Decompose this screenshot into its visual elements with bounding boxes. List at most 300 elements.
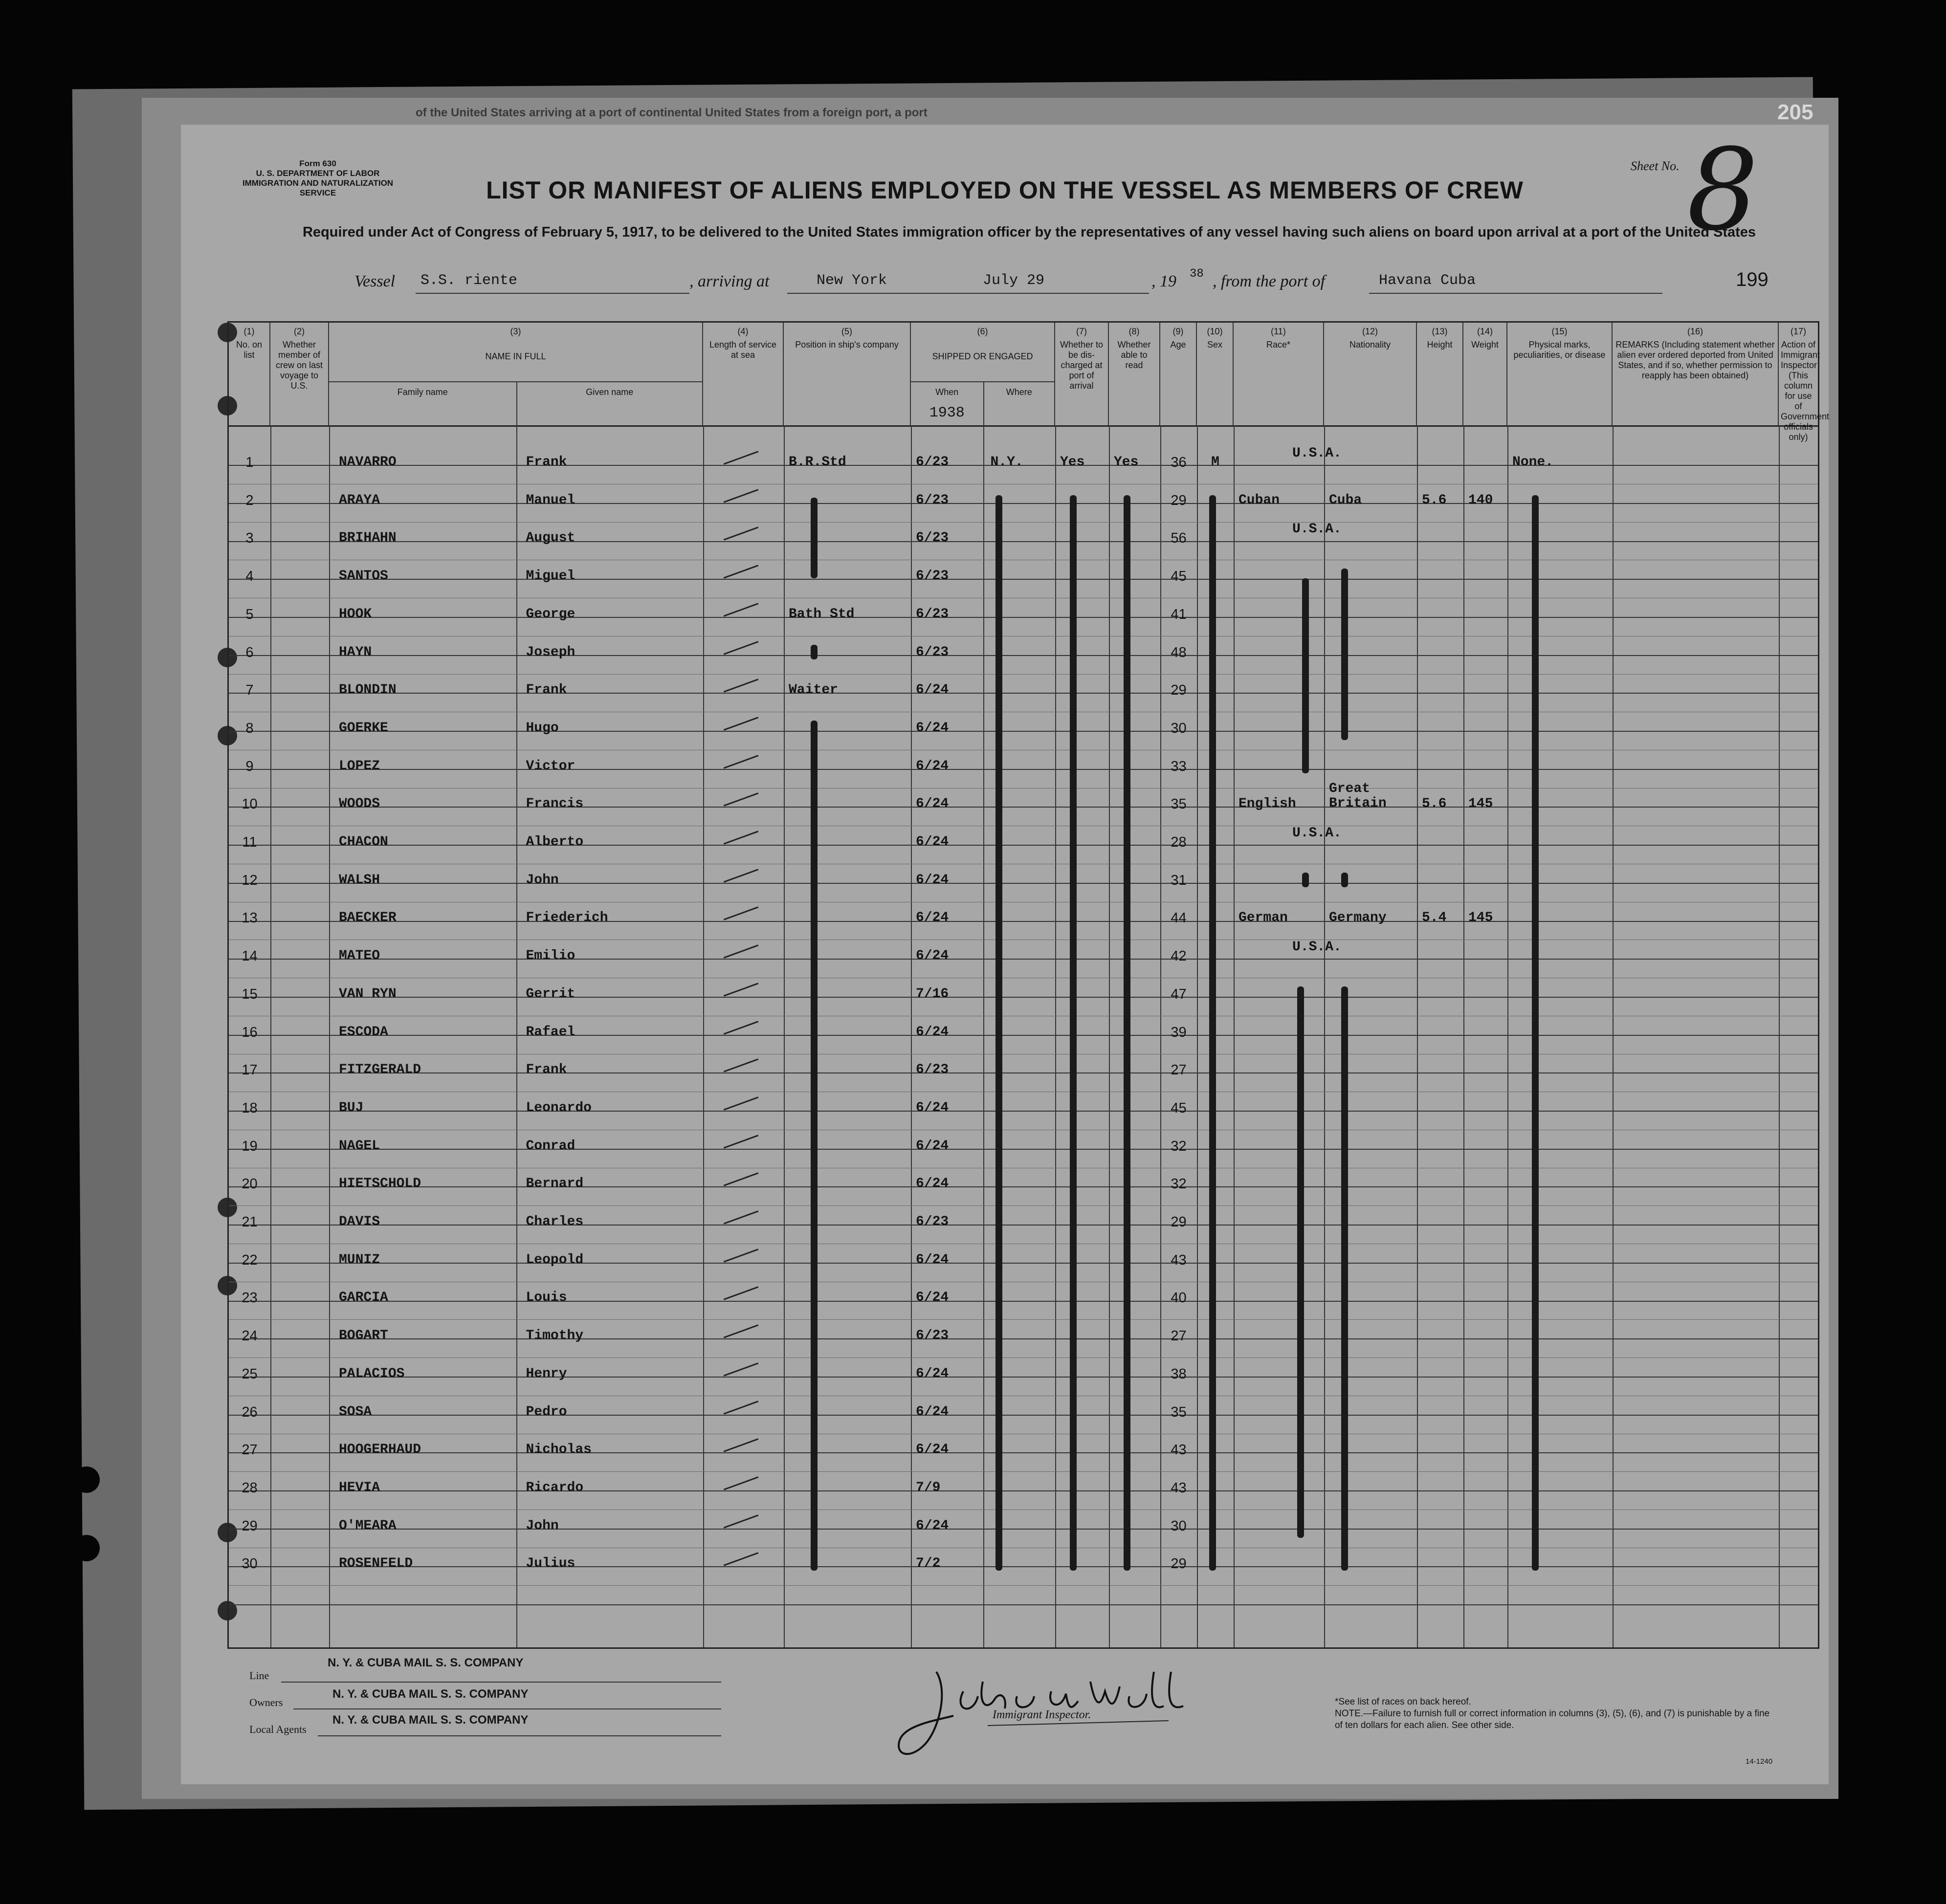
cell-when: 6/24 bbox=[916, 910, 949, 926]
cell-given: Emilio bbox=[526, 948, 575, 964]
cell-no: 26 bbox=[242, 1404, 258, 1420]
service-tick-mark bbox=[724, 793, 759, 807]
punch-hole bbox=[42, 606, 68, 633]
cell-family: NAVARRO bbox=[339, 455, 397, 470]
manifest-footer bbox=[181, 1647, 1829, 1784]
cell-family: BAECKER bbox=[339, 910, 397, 926]
punch-hole bbox=[42, 435, 68, 461]
column-number: (3) bbox=[510, 327, 521, 336]
ditto-mark bbox=[1297, 986, 1304, 1538]
manifest-page bbox=[181, 100, 1830, 1784]
cell-family: ROSENFELD bbox=[339, 1556, 413, 1572]
inspector-label: Immigrant Inspector. bbox=[993, 1708, 1091, 1721]
service-tick-mark bbox=[724, 907, 759, 920]
cell-age: 43 bbox=[1171, 1442, 1187, 1458]
cell-family: VAN RYN bbox=[339, 986, 397, 1002]
cell-age: 32 bbox=[1171, 1176, 1187, 1192]
cell-weight: 145 bbox=[1468, 796, 1493, 812]
ditto-mark bbox=[1341, 986, 1348, 1571]
cell-when: 7/2 bbox=[916, 1556, 941, 1572]
cell-when: 6/24 bbox=[916, 720, 949, 736]
cell-age: 56 bbox=[1171, 530, 1187, 547]
cell-age: 42 bbox=[1171, 948, 1187, 964]
cell-family: WOODS bbox=[339, 796, 380, 812]
cell-given: Charles bbox=[526, 1214, 584, 1229]
column-number: (17) bbox=[1790, 327, 1806, 336]
cell-family: HOOK bbox=[339, 606, 372, 622]
service-tick-mark bbox=[724, 1553, 759, 1566]
cell-nationality: U.S.A. bbox=[1292, 826, 1342, 841]
cell-family: MUNIZ bbox=[339, 1252, 380, 1268]
cell-no: 2 bbox=[245, 492, 254, 508]
cell-nationality: U.S.A. bbox=[1292, 446, 1342, 461]
cell-family: DAVIS bbox=[339, 1214, 380, 1229]
cell-nationality: U.S.A. bbox=[1292, 940, 1342, 955]
cell-no: 30 bbox=[242, 1556, 258, 1572]
column-header-17 bbox=[1779, 323, 1830, 442]
subhead-family-name: Family name bbox=[397, 387, 448, 397]
punch-hole bbox=[42, 362, 68, 388]
note-penalty: NOTE.—Failure to furnish full or correct information in columns (3), (5), (6), and (7) is punishable by a fine of ten dollars for each alien. See other side. bbox=[1335, 1708, 1770, 1730]
form-code: 14-1240 bbox=[1746, 1757, 1773, 1766]
service-tick-mark bbox=[724, 603, 759, 616]
column-title: Whether member of crew on last voyage to U.S. bbox=[275, 340, 323, 391]
cell-race: Cuban bbox=[1238, 492, 1280, 508]
cell-when: 6/23 bbox=[916, 569, 949, 584]
cell-no: 22 bbox=[242, 1252, 258, 1268]
cell-nationality: Great Britain bbox=[1329, 781, 1387, 811]
column-header-11 bbox=[1234, 323, 1324, 425]
cell-age: 45 bbox=[1171, 1100, 1187, 1116]
cell-no: 27 bbox=[242, 1442, 258, 1458]
punch-hole bbox=[73, 1466, 100, 1493]
cell-when: 6/24 bbox=[916, 872, 949, 888]
service-tick-mark bbox=[724, 1135, 759, 1148]
cell-position: Waiter bbox=[789, 682, 838, 698]
cell-given: Pedro bbox=[526, 1404, 567, 1420]
column-header-1 bbox=[229, 323, 270, 425]
cell-when: 6/24 bbox=[916, 1100, 949, 1116]
cell-age: 48 bbox=[1171, 644, 1187, 660]
cell-given: Victor bbox=[526, 758, 575, 774]
cell-given: Gerrit bbox=[526, 986, 575, 1002]
ditto-mark bbox=[1070, 495, 1077, 1571]
cell-when: 7/9 bbox=[916, 1480, 941, 1495]
column-header-2 bbox=[270, 323, 329, 425]
column-title: Position in ship's company bbox=[795, 340, 899, 350]
cell-weight: 145 bbox=[1468, 910, 1493, 926]
column-number: (1) bbox=[243, 327, 255, 336]
service-tick-mark bbox=[724, 678, 759, 692]
column-number: (14) bbox=[1477, 327, 1493, 336]
column-number: (16) bbox=[1687, 327, 1703, 336]
column-title: REMARKS (Including statement whether alien ever ordered deported from United States, and if so, whether permission to reapply has been obtained) bbox=[1615, 340, 1775, 380]
cell-when: 6/23 bbox=[916, 1214, 949, 1229]
ditto-mark bbox=[1302, 578, 1309, 773]
cell-no: 28 bbox=[242, 1480, 258, 1496]
page-title: LIST OR MANIFEST OF ALIENS EMPLOYED ON THE VESSEL AS MEMBERS OF CREW bbox=[486, 176, 1524, 204]
cell-given: Frank bbox=[526, 682, 567, 698]
column-title: Height bbox=[1427, 340, 1453, 350]
line-label: Line bbox=[249, 1669, 269, 1682]
cell-family: GOERKE bbox=[339, 720, 388, 736]
cell-age: 35 bbox=[1171, 1404, 1187, 1420]
service-tick-mark bbox=[724, 831, 759, 844]
cell-family: SANTOS bbox=[339, 569, 388, 584]
cell-family: GARCIA bbox=[339, 1290, 388, 1306]
column-title: Action of Immigrant Inspector (This column for use of Government officials only) bbox=[1781, 340, 1830, 442]
owners-value: N. Y. & CUBA MAIL S. S. COMPANY bbox=[332, 1687, 529, 1701]
column-header-16 bbox=[1613, 323, 1779, 425]
cell-family: PALACIOS bbox=[339, 1366, 405, 1381]
cell-when: 6/24 bbox=[916, 682, 949, 698]
vessel-line bbox=[181, 267, 1829, 301]
column-header-10 bbox=[1197, 323, 1234, 425]
column-number: (6) bbox=[977, 327, 988, 336]
cell-age: 32 bbox=[1171, 1138, 1187, 1154]
year-label: , 19 bbox=[1151, 272, 1176, 290]
column-number: (12) bbox=[1362, 327, 1378, 336]
cell-family: HEVIA bbox=[339, 1480, 380, 1495]
sheet-label: Sheet No. bbox=[1631, 159, 1680, 173]
cell-when: 6/23 bbox=[916, 1328, 949, 1344]
cell-age: 47 bbox=[1171, 986, 1187, 1002]
cell-age: 43 bbox=[1171, 1480, 1187, 1496]
cell-given: Bernard bbox=[526, 1176, 584, 1192]
cell-no: 19 bbox=[242, 1138, 258, 1154]
cell-when: 6/24 bbox=[916, 834, 949, 850]
service-tick-mark bbox=[724, 983, 759, 996]
ditto-mark bbox=[1532, 495, 1539, 1571]
service-tick-mark bbox=[724, 1096, 759, 1110]
ditto-mark bbox=[1209, 495, 1216, 1571]
cell-age: 27 bbox=[1171, 1328, 1187, 1344]
column-title: Length of service at sea bbox=[709, 340, 777, 360]
service-tick-mark bbox=[724, 1173, 759, 1186]
cell-no: 18 bbox=[242, 1100, 258, 1116]
punch-hole bbox=[42, 748, 68, 774]
cell-family: ARAYA bbox=[339, 492, 380, 508]
cell-family: BRIHAHN bbox=[339, 530, 397, 546]
note-races: *See list of races on back hereof. bbox=[1335, 1697, 1471, 1707]
subhead-where: Where bbox=[1006, 387, 1032, 397]
cell-when: 6/24 bbox=[916, 1252, 949, 1268]
punch-hole bbox=[73, 1535, 100, 1561]
service-tick-mark bbox=[724, 489, 759, 503]
cell-sex: M bbox=[1211, 455, 1219, 470]
cell-when: 6/23 bbox=[916, 530, 949, 546]
from-port: Havana Cuba bbox=[1379, 272, 1476, 289]
column-title: SHIPPED OR ENGAGED bbox=[932, 351, 1033, 361]
ditto-mark bbox=[811, 645, 818, 659]
cell-given: Hugo bbox=[526, 720, 559, 736]
cell-given: Conrad bbox=[526, 1138, 575, 1154]
cell-family: HOOGERHAUD bbox=[339, 1442, 421, 1458]
cell-when: 6/23 bbox=[916, 1062, 949, 1078]
service-tick-mark bbox=[724, 1514, 759, 1528]
cell-nationality: Cuba bbox=[1329, 492, 1362, 508]
cell-no: 13 bbox=[242, 910, 258, 926]
service-tick-mark bbox=[724, 565, 759, 578]
column-title: Physical marks, peculiarities, or disease bbox=[1513, 340, 1606, 360]
column-title: Weight bbox=[1471, 340, 1499, 350]
cell-when: 6/24 bbox=[916, 1138, 949, 1154]
cell-given: Leopold bbox=[526, 1252, 584, 1268]
cell-no: 1 bbox=[245, 455, 254, 470]
column-number: (2) bbox=[294, 327, 305, 336]
cell-when: 6/24 bbox=[916, 1024, 949, 1040]
ditto-mark bbox=[995, 495, 1002, 1571]
punch-hole bbox=[42, 284, 68, 310]
service-tick-mark bbox=[724, 1021, 759, 1034]
service-tick-mark bbox=[724, 1210, 759, 1224]
cell-when: 6/24 bbox=[916, 1290, 949, 1306]
column-number: (15) bbox=[1551, 327, 1568, 336]
vessel-name: S.S. riente bbox=[420, 272, 518, 289]
cell-given: Rafael bbox=[526, 1024, 575, 1040]
cell-position: B.R.Std bbox=[789, 455, 846, 470]
service-tick-mark bbox=[724, 451, 759, 464]
cell-no: 8 bbox=[245, 720, 254, 736]
cell-discharged: Yes bbox=[1060, 455, 1085, 470]
footer-notes bbox=[1335, 1696, 1775, 1731]
cell-given: Friederich bbox=[526, 910, 608, 926]
page-number-top: 205 bbox=[1777, 100, 1813, 124]
cell-when: 6/23 bbox=[916, 606, 949, 622]
cell-when: 6/24 bbox=[916, 1404, 949, 1420]
column-header-7 bbox=[1055, 323, 1109, 425]
cell-given: Timothy bbox=[526, 1328, 584, 1344]
cell-nationality: U.S.A. bbox=[1292, 522, 1342, 537]
agents-value: N. Y. & CUBA MAIL S. S. COMPANY bbox=[332, 1713, 529, 1727]
cell-family: MATEO bbox=[339, 948, 380, 964]
cell-no: 10 bbox=[242, 796, 258, 812]
cell-given: Francis bbox=[526, 796, 584, 812]
service-tick-mark bbox=[724, 1324, 759, 1338]
cell-when: 6/23 bbox=[916, 644, 949, 660]
cell-given: Louis bbox=[526, 1290, 567, 1306]
cell-marks: None. bbox=[1512, 455, 1554, 470]
cell-family: LOPEZ bbox=[339, 758, 380, 774]
service-tick-mark bbox=[724, 1362, 759, 1376]
column-number: (5) bbox=[841, 327, 852, 336]
subhead-when-year: 1938 bbox=[929, 405, 965, 421]
cell-when: 6/24 bbox=[916, 1366, 949, 1381]
agents-label: Local Agents bbox=[249, 1723, 307, 1735]
cell-given: Henry bbox=[526, 1366, 567, 1381]
cell-when: 6/24 bbox=[916, 796, 949, 812]
cell-race: German bbox=[1238, 910, 1288, 926]
cell-no: 20 bbox=[242, 1176, 258, 1192]
service-tick-mark bbox=[724, 527, 759, 541]
service-tick-mark bbox=[724, 1401, 759, 1414]
vessel-label: Vessel bbox=[354, 272, 396, 290]
arrival-year: 38 bbox=[1190, 267, 1204, 281]
service-tick-mark bbox=[724, 641, 759, 655]
cell-age: 41 bbox=[1171, 606, 1187, 622]
cell-no: 4 bbox=[245, 569, 254, 585]
cell-nationality: Germany bbox=[1329, 910, 1387, 926]
crew-table bbox=[227, 321, 1830, 1649]
cell-family: HAYN bbox=[339, 644, 372, 660]
column-number: (4) bbox=[737, 327, 749, 336]
cell-no: 17 bbox=[242, 1062, 258, 1078]
column-header-5 bbox=[784, 323, 911, 425]
service-tick-mark bbox=[724, 1248, 759, 1262]
sheet-number: 8 bbox=[1687, 125, 1759, 256]
cell-given: John bbox=[526, 872, 559, 888]
cell-no: 6 bbox=[245, 644, 254, 660]
cell-age: 29 bbox=[1171, 492, 1187, 508]
cell-no: 16 bbox=[242, 1024, 258, 1040]
cell-when: 6/24 bbox=[916, 948, 949, 964]
cell-given: Alberto bbox=[526, 834, 584, 850]
cell-family: HIETSCHOLD bbox=[339, 1176, 421, 1192]
cell-age: 29 bbox=[1171, 1214, 1187, 1230]
overprint-text: of the United States arriving at a port of continental United States from a foreign port, a port bbox=[416, 106, 928, 119]
cell-no: 7 bbox=[245, 682, 254, 699]
column-number: (10) bbox=[1207, 327, 1223, 336]
cell-read: Yes bbox=[1114, 455, 1139, 470]
cell-age: 30 bbox=[1171, 720, 1187, 736]
punch-hole bbox=[42, 1154, 68, 1180]
cell-no: 24 bbox=[242, 1328, 258, 1344]
arriving-label: , arriving at bbox=[689, 272, 770, 290]
cell-when: 6/24 bbox=[916, 758, 949, 774]
ditto-mark bbox=[1341, 569, 1348, 740]
arrival-date: July 29 bbox=[983, 272, 1045, 289]
column-header-4 bbox=[703, 323, 784, 425]
service-tick-mark bbox=[724, 755, 759, 768]
cell-no: 9 bbox=[245, 758, 254, 774]
cell-family: ESCODA bbox=[339, 1024, 388, 1040]
service-tick-mark bbox=[724, 869, 759, 882]
column-header-14 bbox=[1463, 323, 1507, 425]
cell-race: English bbox=[1238, 796, 1296, 812]
cell-given: Frank bbox=[526, 455, 567, 470]
subhead-when: When bbox=[935, 387, 959, 397]
cell-when: 6/24 bbox=[916, 1176, 949, 1192]
service-tick-mark bbox=[724, 717, 759, 730]
cell-given: Frank bbox=[526, 1062, 567, 1078]
cell-no: 23 bbox=[242, 1290, 258, 1306]
column-number: (8) bbox=[1128, 327, 1140, 336]
punch-hole bbox=[42, 1227, 68, 1253]
column-title: NAME IN FULL bbox=[485, 351, 546, 361]
cell-family: BOGART bbox=[339, 1328, 388, 1344]
cell-no: 5 bbox=[245, 606, 254, 622]
column-header-15 bbox=[1507, 323, 1613, 425]
cell-age: 38 bbox=[1171, 1366, 1187, 1382]
column-header-12 bbox=[1324, 323, 1417, 425]
cell-given: Julius bbox=[526, 1556, 575, 1572]
cell-given: George bbox=[526, 606, 575, 622]
cell-family: CHACON bbox=[339, 834, 388, 850]
cell-position: Bath Std bbox=[789, 606, 855, 622]
cell-no: 25 bbox=[242, 1366, 258, 1382]
column-title: Sex bbox=[1207, 340, 1223, 350]
service-tick-mark bbox=[724, 944, 759, 958]
cell-age: 35 bbox=[1171, 796, 1187, 812]
cell-age: 40 bbox=[1171, 1290, 1187, 1306]
column-header-13 bbox=[1417, 323, 1463, 425]
column-header-8 bbox=[1109, 323, 1160, 425]
column-header-9 bbox=[1160, 323, 1197, 425]
cell-no: 14 bbox=[242, 948, 258, 964]
ditto-mark bbox=[1124, 495, 1130, 1571]
column-title: No. on list bbox=[236, 340, 263, 360]
cell-no: 21 bbox=[242, 1214, 258, 1230]
form-identifier: Form 630 U. S. DEPARTMENT OF LABOR IMMIGRATION AND NATURALIZATION SERVICE bbox=[242, 159, 394, 197]
service-tick-mark bbox=[724, 1438, 759, 1452]
cell-family: FITZGERALD bbox=[339, 1062, 421, 1078]
cell-given: Leonardo bbox=[526, 1100, 592, 1116]
cell-age: 29 bbox=[1171, 1556, 1187, 1572]
cell-no: 12 bbox=[242, 872, 258, 888]
cell-age: 39 bbox=[1171, 1024, 1187, 1040]
cell-height: 5.4 bbox=[1422, 910, 1447, 926]
cell-family: BLONDIN bbox=[339, 682, 397, 698]
cell-age: 43 bbox=[1171, 1252, 1187, 1268]
cell-family: SOSA bbox=[339, 1404, 372, 1420]
cell-no: 29 bbox=[242, 1518, 258, 1534]
punch-hole bbox=[42, 684, 68, 711]
cell-family: O'MEARA bbox=[339, 1518, 397, 1533]
cell-given: August bbox=[526, 530, 575, 546]
cell-age: 36 bbox=[1171, 455, 1187, 470]
ditto-mark bbox=[811, 721, 818, 1571]
ditto-mark bbox=[1302, 873, 1309, 887]
column-number: (9) bbox=[1172, 327, 1184, 336]
service-tick-mark bbox=[724, 1058, 759, 1072]
column-title: Age bbox=[1170, 340, 1186, 350]
cell-age: 33 bbox=[1171, 758, 1187, 774]
owners-label: Owners bbox=[249, 1696, 283, 1708]
subhead-given-name: Given name bbox=[586, 387, 634, 397]
column-title: Race* bbox=[1266, 340, 1291, 350]
cell-no: 15 bbox=[242, 986, 258, 1002]
cell-no: 3 bbox=[245, 530, 254, 547]
service-tick-mark bbox=[724, 1287, 759, 1300]
cell-where: N.Y. bbox=[990, 455, 1023, 470]
cell-height: 5.6 bbox=[1422, 796, 1447, 812]
cell-age: 31 bbox=[1171, 872, 1187, 888]
cell-when: 7/16 bbox=[916, 986, 949, 1002]
ditto-mark bbox=[811, 498, 818, 578]
page-subtitle: Required under Act of Congress of February 5, 1917, to be delivered to the United States immigration officer by the representatives of any vessel having such aliens on board upon arrival at a port of the United States bbox=[302, 224, 1756, 240]
ditto-mark bbox=[1341, 873, 1348, 887]
cell-given: Nicholas bbox=[526, 1442, 592, 1458]
column-title: Whether to be dis-charged at port of arrival bbox=[1060, 340, 1104, 391]
column-number: (13) bbox=[1432, 327, 1448, 336]
cell-given: Ricardo bbox=[526, 1480, 584, 1495]
cell-age: 44 bbox=[1171, 910, 1187, 926]
cell-age: 45 bbox=[1171, 569, 1187, 585]
cell-when: 6/23 bbox=[916, 492, 949, 508]
column-title: Whether able to read bbox=[1117, 340, 1151, 370]
service-tick-mark bbox=[724, 1476, 759, 1490]
cell-given: Manuel bbox=[526, 492, 575, 508]
cell-family: WALSH bbox=[339, 872, 380, 888]
cell-no: 11 bbox=[242, 834, 257, 850]
cell-given: Miguel bbox=[526, 569, 575, 584]
cell-family: BUJ bbox=[339, 1100, 364, 1116]
cell-weight: 140 bbox=[1468, 492, 1493, 508]
cell-given: John bbox=[526, 1518, 559, 1533]
cell-when: 6/23 bbox=[916, 455, 949, 470]
cell-when: 6/24 bbox=[916, 1442, 949, 1458]
cell-age: 29 bbox=[1171, 682, 1187, 699]
